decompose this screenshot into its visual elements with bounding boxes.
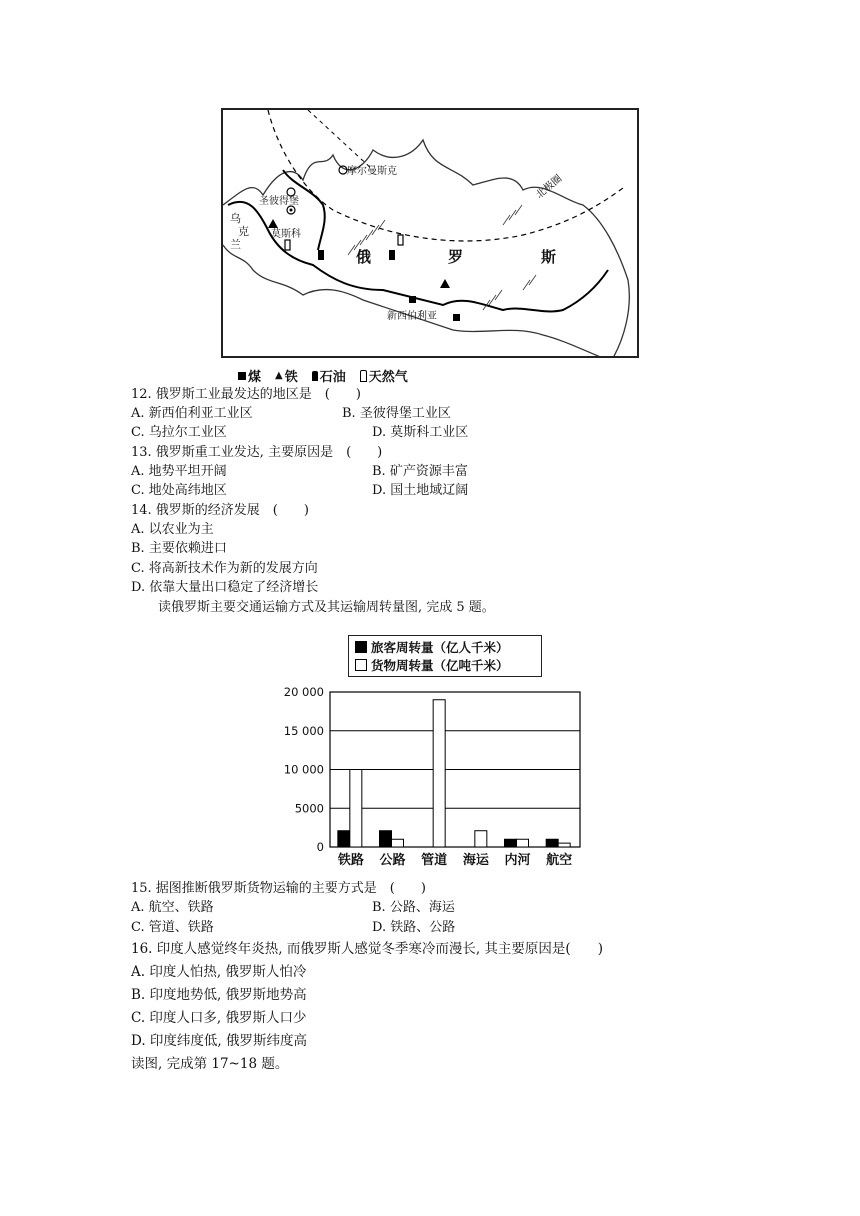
bar-passenger [546,839,558,847]
question-14: 14. 俄罗斯的经济发展 ( ) [131,503,309,518]
q15-option-b: B. 公路、海运 [372,900,455,915]
legend-passenger: 旅客周转量（亿人千米） [355,639,541,657]
question-12: 12. 俄罗斯工业最发达的地区是 ( ) [131,387,361,402]
x-category-label: 内河 [504,853,531,868]
label-russia-2: 罗 [448,248,464,266]
label-ukraine-1: 乌 [230,212,241,225]
legend-oil: 石油 [312,366,346,385]
gas-icon [360,370,367,382]
q14-option-a: A. 以农业为主 [131,522,214,537]
transport-bar-chart [270,682,590,874]
chart-legend [348,635,542,677]
q15-option-d: D. 铁路、公路 [372,920,456,935]
x-category-label: 管道 [421,853,448,868]
legend-freight: 货物周转量（亿吨千米） [355,657,541,675]
x-category-label: 航空 [546,853,573,868]
y-tick-label: 20 000 [283,685,324,699]
y-tick-label: 0 [316,840,324,854]
q16-option-a: A. 印度人怕热, 俄罗斯人怕冷 [131,964,307,980]
q15-option-c: C. 管道、铁路 [131,920,214,935]
label-ukraine-2: 克 [238,225,249,238]
label-moscow: 莫斯科 [271,229,301,240]
bar-freight [558,843,570,847]
bar-passenger [338,831,350,847]
label-stpetersburg: 圣彼得堡 [259,196,299,207]
bar-freight [350,770,362,848]
white-swatch-icon [355,659,367,671]
q16-option-d: D. 印度纬度低, 俄罗斯纬度高 [131,1033,308,1049]
bar-freight [392,839,404,847]
q13-option-d: D. 国土地域辽阔 [372,483,469,498]
legend-iron: ▲ 铁 [275,370,298,385]
q13-option-b: B. 矿产资源丰富 [372,464,468,479]
y-tick-label: 5000 [294,801,324,816]
q14-option-b: B. 主要依赖进口 [131,541,227,556]
iron-icon: ▲ [275,370,283,381]
label-russia-3: 斯 [541,248,557,266]
bar-freight [433,700,445,847]
q13-option-c: C. 地处高纬地区 [131,483,227,498]
bar-freight [517,839,529,847]
bar-passenger [505,839,517,847]
coal-icon [238,372,246,380]
x-category-label: 海运 [462,853,489,868]
label-russia-1: 俄 [356,248,372,266]
q15-option-a: A. 航空、铁路 [131,900,214,915]
map-legend [238,366,408,385]
question-16: 16. 印度人感觉终年炎热, 而俄罗斯人感觉冬季寒冷而漫长, 其主要原因是( ) [131,941,603,957]
x-category-label: 铁路 [337,853,364,868]
y-tick-label: 15 000 [283,723,324,738]
legend-gas: 天然气 [360,366,408,385]
label-ukraine-3: 兰 [230,238,241,251]
question-13: 13. 俄罗斯重工业发达, 主要原因是 ( ) [131,445,383,460]
label-murmansk: 摩尔曼斯克 [347,166,397,177]
q12-option-c: C. 乌拉尔工业区 [131,425,227,440]
black-swatch-icon [355,641,367,653]
bar-freight [475,831,487,847]
q14-option-c: C. 将高新技术作为新的发展方向 [131,561,318,576]
label-arctic-circle: 北极圈 [534,173,565,201]
x-category-label: 公路 [379,853,406,868]
q12-option-b: B. 圣彼得堡工业区 [342,406,451,421]
bar-passenger [380,831,392,847]
russia-resource-map [221,108,639,358]
oil-icon [312,371,318,381]
footer-instruction: 读图, 完成第 17~18 题。 [131,1056,289,1072]
chart-intro: 读俄罗斯主要交通运输方式及其运输周转量图, 完成 5 题。 [158,600,495,615]
question-15: 15. 据图推断俄罗斯货物运输的主要方式是 ( ) [131,881,426,896]
q16-option-c: C. 印度人口多, 俄罗斯人口少 [131,1010,307,1026]
q14-option-d: D. 依靠大量出口稳定了经济增长 [131,580,319,595]
label-novosibirsk: 新西伯利亚 [387,311,437,322]
q12-option-d: D. 莫斯科工业区 [372,425,469,440]
legend-coal: 煤 [238,366,261,385]
q12-option-a: A. 新西伯利亚工业区 [131,406,253,421]
y-tick-label: 10 000 [283,762,324,777]
q13-option-a: A. 地势平坦开阔 [131,464,227,479]
q16-option-b: B. 印度地势低, 俄罗斯地势高 [131,987,307,1003]
